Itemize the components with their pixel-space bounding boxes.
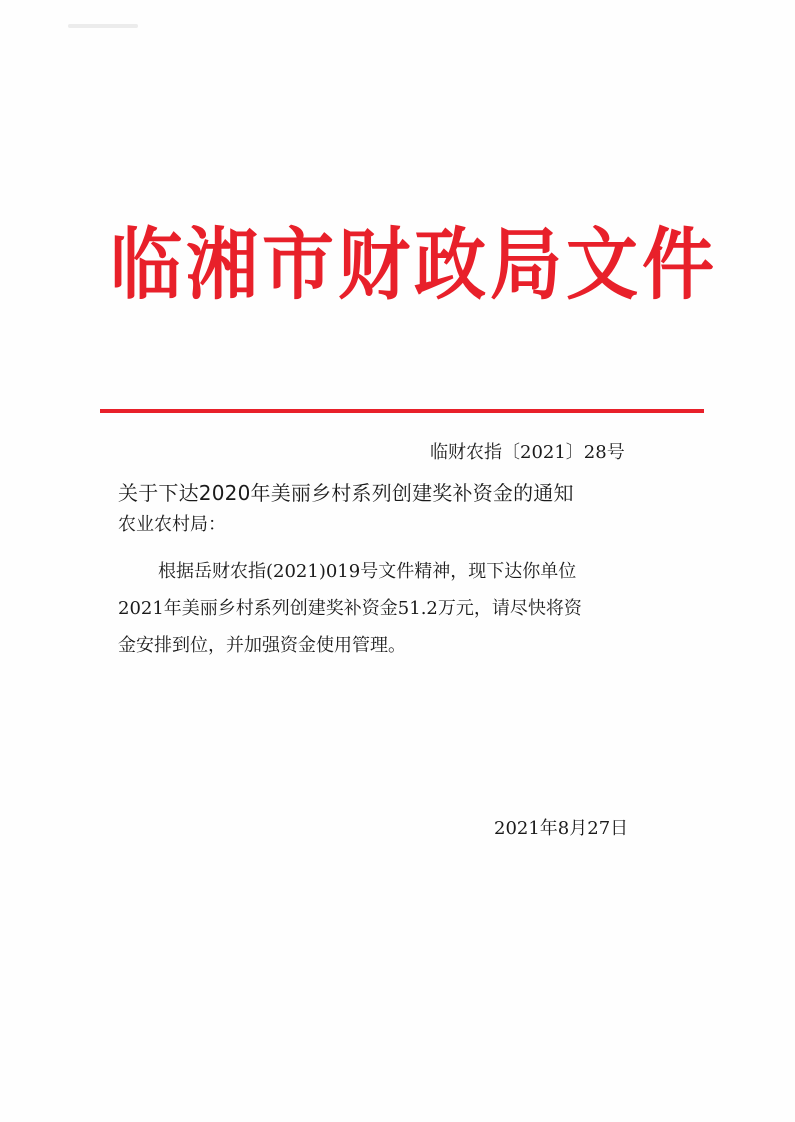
red-divider-line [100,409,704,413]
document-number: 临财农指〔2021〕28号 [430,442,625,463]
agency-header-title: 临湘市财政局文件 [110,219,719,310]
notice-body [118,553,672,664]
recipient-line: 农业农村局： [118,514,226,535]
scan-artifact [68,24,138,28]
issue-date: 2021年8月27日 [494,818,629,839]
body-line: 2021年美丽乡村系列创建奖补资金51.2万元，请尽快将资 [118,598,582,619]
body-line: 根据岳财农指(2021)019号文件精神，现下达你单位 [158,561,577,582]
notice-title: 关于下达2020年美丽乡村系列创建奖补资金的通知 [118,481,574,505]
body-line: 金安排到位，并加强资金使用管理。 [118,635,406,656]
